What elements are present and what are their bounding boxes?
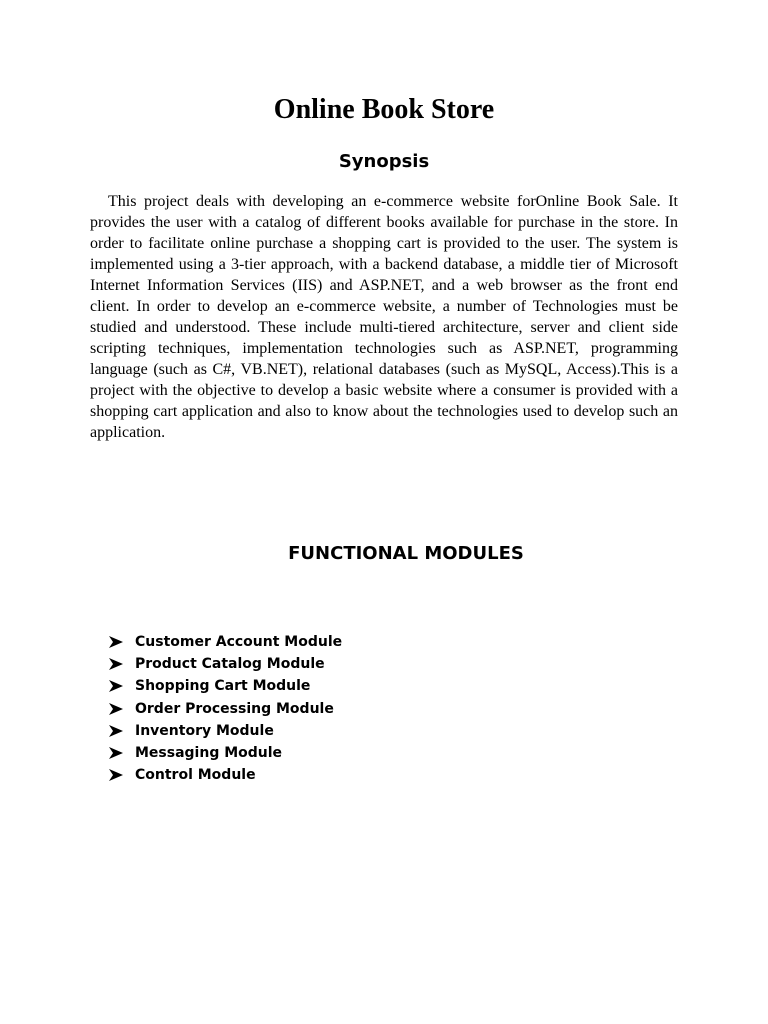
- arrow-bullet-icon: [108, 657, 124, 671]
- arrow-bullet-icon: [108, 702, 124, 716]
- module-label: Customer Account Module: [135, 634, 343, 651]
- arrow-bullet-icon: [108, 679, 124, 693]
- list-item: [108, 675, 342, 697]
- list-item: [108, 742, 342, 764]
- arrow-bullet-icon: [108, 768, 124, 782]
- module-label: Control Module: [135, 767, 256, 784]
- list-item: [108, 698, 342, 720]
- list-item: [108, 631, 342, 653]
- functional-modules-heading: FUNCTIONAL MODULES: [288, 543, 524, 564]
- module-label: Product Catalog Module: [135, 656, 325, 673]
- module-list: [108, 631, 342, 786]
- page-title: Online Book Store: [273, 94, 495, 125]
- list-item: [108, 653, 342, 675]
- synopsis-heading: Synopsis: [338, 151, 430, 172]
- module-label: Shopping Cart Module: [135, 678, 311, 695]
- module-label: Inventory Module: [135, 722, 274, 739]
- arrow-bullet-icon: [108, 635, 124, 649]
- module-label: Messaging Module: [135, 745, 283, 762]
- arrow-bullet-icon: [108, 724, 124, 738]
- module-label: Order Processing Module: [135, 700, 334, 717]
- arrow-bullet-icon: [108, 746, 124, 760]
- list-item: [108, 720, 342, 742]
- synopsis-paragraph: This project deals with developing an e-commerce website forOnline Book Sale. It provides the user with a catalog of different books available for purchase in the store. In order to facilitate online purchase a shopping cart is provided to the user. The system is implemented using a 3-tier approach, with a backend database, a middle tier of Microsoft Internet Information Services (IIS) and ASP.NET, and a web browser as the front end client. In order to develop an e-commerce website, a number of Technologies must be studied and understood. These include multi-tiered architecture, server and client side scripting techniques, implementation technologies such as ASP.NET, programming language (such as C#, VB.NET), relational databases (such as MySQL, Access).This is a project with the objective to develop a basic website where a consumer is provided with a shopping cart application and also to know about the technologies used to develop such an application.: [90, 193, 678, 441]
- list-item: [108, 764, 342, 786]
